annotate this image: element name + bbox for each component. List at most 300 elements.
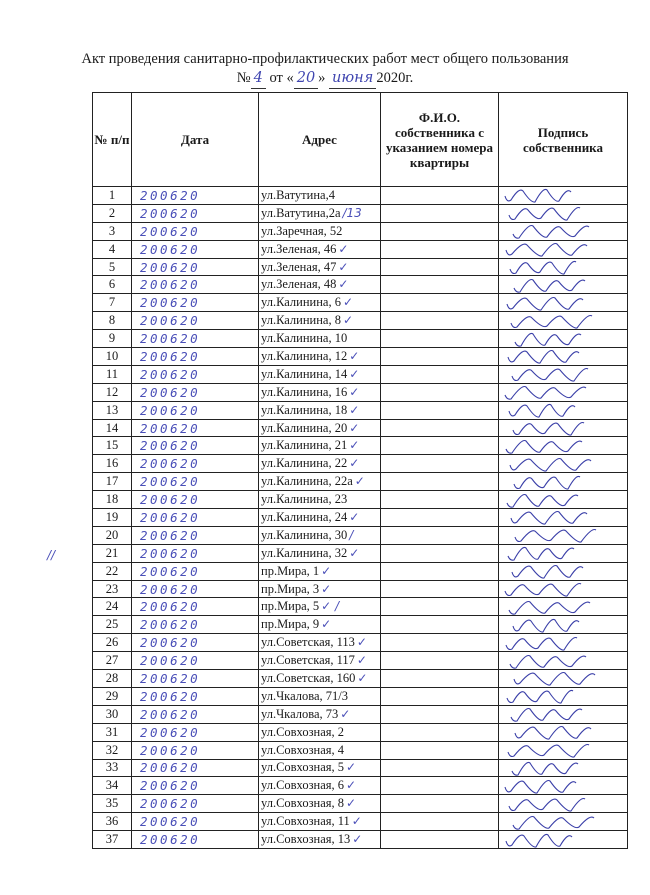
row-date: 200620 <box>132 562 259 580</box>
act-month: июня <box>329 69 376 89</box>
row-fio <box>381 401 499 419</box>
margin-handwritten-mark: // <box>47 548 56 562</box>
row-address <box>259 491 381 509</box>
row-number: 22 <box>93 562 132 580</box>
row-address <box>259 509 381 527</box>
address-text: ул.Зеленая, 46 <box>261 241 337 256</box>
row-address <box>259 294 381 312</box>
signature-scribble <box>499 563 627 579</box>
row-address <box>259 580 381 598</box>
row-number: 6 <box>93 276 132 294</box>
row-address <box>259 616 381 634</box>
table-row <box>93 491 499 509</box>
row-signature <box>499 687 628 705</box>
row-signature <box>499 276 628 294</box>
row-number: 12 <box>93 383 132 401</box>
row-address <box>259 276 381 294</box>
row-address <box>259 759 381 777</box>
row-date: 200620 <box>132 509 259 527</box>
row-fio <box>381 258 499 276</box>
sign-row <box>499 240 628 258</box>
check-mark: ✓ <box>338 277 349 292</box>
row-address <box>259 473 381 491</box>
signature-scribble <box>499 295 627 311</box>
check-mark: ✓ <box>349 402 360 417</box>
sign-row <box>499 616 628 634</box>
title-line-2 <box>0 69 650 89</box>
check-mark: ✓ <box>349 438 360 453</box>
row-fio <box>381 204 499 222</box>
row-date: 200620 <box>132 652 259 670</box>
row-number: 29 <box>93 687 132 705</box>
check-mark: ✓ <box>349 545 360 560</box>
table-row <box>93 723 499 741</box>
row-date: 200620 <box>132 455 259 473</box>
row-number: 35 <box>93 795 132 813</box>
sign-row <box>499 437 628 455</box>
address-text: ул.Советская, 113 <box>261 635 355 650</box>
sign-row <box>499 258 628 276</box>
row-date: 200620 <box>132 383 259 401</box>
row-address <box>259 204 381 222</box>
row-signature <box>499 741 628 759</box>
signature-scribble <box>499 474 627 490</box>
table-row <box>93 365 499 383</box>
row-number: 33 <box>93 759 132 777</box>
signature-scribble <box>499 742 627 758</box>
row-number: 20 <box>93 526 132 544</box>
row-signature <box>499 419 628 437</box>
address-text: ул.Зеленая, 47 <box>261 259 337 274</box>
row-signature <box>499 491 628 509</box>
row-date: 200620 <box>132 312 259 330</box>
row-address <box>259 777 381 795</box>
check-mark: /13 <box>342 205 362 220</box>
row-signature <box>499 222 628 240</box>
row-signature <box>499 580 628 598</box>
row-fio <box>381 598 499 616</box>
table-row <box>93 276 499 294</box>
address-text: ул.Калинина, 12 <box>261 348 348 363</box>
table-row <box>93 526 499 544</box>
row-fio <box>381 652 499 670</box>
table-row <box>93 652 499 670</box>
check-mark: ✓ <box>349 420 360 435</box>
table-body <box>93 187 499 849</box>
table-row <box>93 348 499 366</box>
row-address <box>259 455 381 473</box>
signature-scribble <box>499 688 627 704</box>
row-date: 200620 <box>132 258 259 276</box>
row-date: 200620 <box>132 222 259 240</box>
row-signature <box>499 509 628 527</box>
address-text: ул.Советская, 117 <box>261 653 355 668</box>
row-number: 14 <box>93 419 132 437</box>
sign-row <box>499 777 628 795</box>
row-date: 200620 <box>132 204 259 222</box>
signature-scribble <box>499 492 627 508</box>
header-sign: Подпись собственника <box>499 93 628 187</box>
row-fio <box>381 348 499 366</box>
row-address <box>259 383 381 401</box>
row-signature <box>499 365 628 383</box>
sign-row <box>499 795 628 813</box>
sign-header-row <box>499 93 628 187</box>
row-address <box>259 670 381 688</box>
check-mark: ✓ <box>349 456 360 471</box>
row-date: 200620 <box>132 616 259 634</box>
signature-scribble <box>499 796 627 812</box>
row-date: 200620 <box>132 670 259 688</box>
address-text: ул.Калинина, 6 <box>261 295 341 310</box>
table-row <box>93 240 499 258</box>
sign-row <box>499 348 628 366</box>
row-address <box>259 348 381 366</box>
row-address <box>259 401 381 419</box>
row-number: 5 <box>93 258 132 276</box>
row-number: 28 <box>93 670 132 688</box>
row-date: 200620 <box>132 401 259 419</box>
row-signature <box>499 294 628 312</box>
title-line-1: Акт проведения санитарно-профилактических работ мест общего пользования <box>81 51 569 67</box>
address-text: ул.Калинина, 32 <box>261 545 348 560</box>
row-fio <box>381 723 499 741</box>
check-mark: ✓ <box>342 313 354 328</box>
row-date: 200620 <box>132 598 259 616</box>
table-row <box>93 222 499 240</box>
row-signature <box>499 526 628 544</box>
row-address <box>259 544 381 562</box>
address-text: ул.Калинина, 8 <box>261 313 341 328</box>
row-number: 23 <box>93 580 132 598</box>
row-fio <box>381 759 499 777</box>
row-address <box>259 598 381 616</box>
row-fio <box>381 813 499 831</box>
row-signature <box>499 473 628 491</box>
header-fio: Ф.И.О. собственника с указанием номера квартиры <box>381 93 499 187</box>
sign-row <box>499 813 628 831</box>
row-fio <box>381 222 499 240</box>
address-text: ул.Совхозная, 8 <box>261 796 345 811</box>
address-text: ул.Совхозная, 5 <box>261 760 345 775</box>
row-date: 200620 <box>132 634 259 652</box>
signature-scribble <box>499 259 627 275</box>
signature-scribble <box>499 778 627 794</box>
table-row <box>93 204 499 222</box>
row-fio <box>381 276 499 294</box>
check-mark: ✓ <box>342 295 354 310</box>
row-number: 37 <box>93 831 132 849</box>
row-number: 8 <box>93 312 132 330</box>
row-signature <box>499 813 628 831</box>
signature-scribble <box>499 635 627 651</box>
check-mark: ✓ <box>340 706 351 721</box>
table-row <box>93 330 499 348</box>
row-date: 200620 <box>132 473 259 491</box>
row-date: 200620 <box>132 491 259 509</box>
act-number: 4 <box>251 69 266 89</box>
row-signature <box>499 544 628 562</box>
row-number: 36 <box>93 813 132 831</box>
header-num: № п/п <box>93 93 132 187</box>
check-mark: ✓ <box>346 778 357 793</box>
row-address <box>259 813 381 831</box>
row-signature <box>499 723 628 741</box>
sign-row <box>499 312 628 330</box>
signature-scribble <box>499 670 627 686</box>
row-signature <box>499 401 628 419</box>
row-number: 13 <box>93 401 132 419</box>
sign-row <box>499 831 628 849</box>
table-row <box>93 258 499 276</box>
row-signature <box>499 312 628 330</box>
sign-row <box>499 401 628 419</box>
signature-scribble <box>499 599 627 615</box>
signature-scribble <box>499 581 627 597</box>
signature-scribble <box>499 348 627 364</box>
row-address <box>259 652 381 670</box>
signature-scribble <box>499 277 627 293</box>
signature-scribble <box>499 653 627 669</box>
row-signature <box>499 437 628 455</box>
check-mark: ✓ <box>321 581 332 596</box>
row-fio <box>381 312 499 330</box>
table-row <box>93 401 499 419</box>
signature-scribble <box>499 313 627 329</box>
address-text: ул.Ватутина,4 <box>261 187 335 202</box>
address-text: ул.Калинина, 22 <box>261 456 348 471</box>
address-text: ул.Совхозная, 2 <box>261 724 345 739</box>
row-signature <box>499 562 628 580</box>
address-text: ул.Калинина, 24 <box>261 509 348 524</box>
row-address <box>259 741 381 759</box>
sign-row <box>499 383 628 401</box>
sign-row <box>499 705 628 723</box>
row-number: 4 <box>93 240 132 258</box>
signature-scribble <box>499 724 627 740</box>
row-signature <box>499 330 628 348</box>
row-signature <box>499 455 628 473</box>
signature-scribble <box>499 760 627 776</box>
row-signature <box>499 204 628 222</box>
signature-scribble <box>499 438 627 454</box>
check-mark: ✓ <box>346 796 357 811</box>
row-number: 26 <box>93 634 132 652</box>
address-text: ул.Советская, 160 <box>261 670 356 685</box>
act-date-from: от « <box>269 70 294 86</box>
table-row <box>93 294 499 312</box>
table-row <box>93 473 499 491</box>
row-date: 200620 <box>132 705 259 723</box>
row-number: 15 <box>93 437 132 455</box>
row-fio <box>381 831 499 849</box>
address-text: ул.Калинина, 21 <box>261 438 348 453</box>
check-mark: ✓ <box>351 814 362 829</box>
sign-row <box>499 526 628 544</box>
sign-row <box>499 419 628 437</box>
row-address <box>259 222 381 240</box>
check-mark: ✓ <box>321 617 332 632</box>
table-row <box>93 634 499 652</box>
signature-scribble <box>499 331 627 347</box>
row-date: 200620 <box>132 795 259 813</box>
address-text: ул.Калинина, 22а <box>261 474 353 489</box>
row-date: 200620 <box>132 348 259 366</box>
signature-scribble <box>499 241 627 257</box>
sign-row <box>499 294 628 312</box>
row-fio <box>381 741 499 759</box>
address-text: ул.Калинина, 16 <box>261 384 348 399</box>
check-mark: ✓ <box>346 760 357 775</box>
check-mark: ✓ <box>349 348 360 363</box>
address-text: ул.Ватутина,2а <box>261 205 341 220</box>
check-mark: ✓ <box>338 241 349 256</box>
sign-row <box>499 455 628 473</box>
row-fio <box>381 616 499 634</box>
row-signature <box>499 187 628 205</box>
address-text: пр.Мира, 9 <box>261 617 320 632</box>
row-signature <box>499 670 628 688</box>
address-text: пр.Мира, 3 <box>261 581 320 596</box>
row-number: 21 <box>93 544 132 562</box>
check-mark: ✓ <box>352 832 363 846</box>
sign-row <box>499 687 628 705</box>
row-date: 200620 <box>132 294 259 312</box>
row-address <box>259 831 381 849</box>
row-fio <box>381 473 499 491</box>
sign-row <box>499 670 628 688</box>
act-day: 20 <box>294 69 318 89</box>
row-signature <box>499 348 628 366</box>
signature-scribble <box>499 187 627 203</box>
row-date: 200620 <box>132 544 259 562</box>
sign-column-table <box>498 92 628 849</box>
address-text: ул.Калинина, 30 <box>261 527 348 542</box>
signature-scribble <box>499 223 627 239</box>
row-signature <box>499 240 628 258</box>
check-mark: ✓ / <box>321 599 340 614</box>
sign-row <box>499 187 628 205</box>
row-date: 200620 <box>132 580 259 598</box>
row-number: 17 <box>93 473 132 491</box>
row-date: 200620 <box>132 187 259 205</box>
row-number: 34 <box>93 777 132 795</box>
row-date: 200620 <box>132 419 259 437</box>
check-mark: ✓ <box>354 474 365 489</box>
row-date: 200620 <box>132 759 259 777</box>
table-row <box>93 187 499 205</box>
check-mark: ✓ <box>338 259 349 274</box>
row-signature <box>499 258 628 276</box>
sign-row <box>499 759 628 777</box>
row-date: 200620 <box>132 365 259 383</box>
sign-row <box>499 652 628 670</box>
row-address <box>259 562 381 580</box>
table-row <box>93 598 499 616</box>
row-date: 200620 <box>132 240 259 258</box>
signature-scribble <box>499 402 627 418</box>
sign-row <box>499 580 628 598</box>
sign-row <box>499 473 628 491</box>
sign-row <box>499 330 628 348</box>
row-date: 200620 <box>132 813 259 831</box>
check-mark: ✓ <box>349 366 360 381</box>
table-row <box>93 741 499 759</box>
row-fio <box>381 330 499 348</box>
row-fio <box>381 634 499 652</box>
table-header-row <box>93 93 499 187</box>
act-number-prefix: № <box>236 70 251 86</box>
row-fio <box>381 687 499 705</box>
row-address <box>259 365 381 383</box>
check-mark: ✓ <box>349 509 360 524</box>
row-signature <box>499 616 628 634</box>
row-address <box>259 187 381 205</box>
row-signature <box>499 795 628 813</box>
check-mark: ✓ <box>356 635 367 650</box>
row-signature <box>499 652 628 670</box>
row-fio <box>381 526 499 544</box>
sign-column-body <box>499 187 628 849</box>
row-date: 200620 <box>132 276 259 294</box>
act-date-mid: » <box>318 70 326 86</box>
signature-scribble <box>499 384 627 400</box>
row-number: 31 <box>93 723 132 741</box>
signature-scribble <box>499 509 627 525</box>
address-text: ул.Зеленая, 48 <box>261 277 337 292</box>
row-signature <box>499 759 628 777</box>
sign-row <box>499 509 628 527</box>
table-row <box>93 509 499 527</box>
row-address <box>259 526 381 544</box>
row-address <box>259 437 381 455</box>
signature-scribble <box>499 366 627 382</box>
table-row <box>93 544 499 562</box>
sign-row <box>499 723 628 741</box>
address-text: ул.Заречная, 52 <box>261 223 343 238</box>
row-fio <box>381 187 499 205</box>
row-fio <box>381 705 499 723</box>
table-row <box>93 795 499 813</box>
sign-row <box>499 491 628 509</box>
table-row <box>93 562 499 580</box>
row-fio <box>381 580 499 598</box>
sign-row <box>499 562 628 580</box>
table-row <box>93 455 499 473</box>
row-fio <box>381 670 499 688</box>
row-signature <box>499 777 628 795</box>
table-row <box>93 383 499 401</box>
row-address <box>259 723 381 741</box>
row-fio <box>381 294 499 312</box>
check-mark: ✓ <box>357 670 368 685</box>
row-address <box>259 795 381 813</box>
row-number: 18 <box>93 491 132 509</box>
table-row <box>93 705 499 723</box>
row-number: 32 <box>93 741 132 759</box>
table-row <box>93 813 499 831</box>
check-mark: ✓ <box>349 384 360 399</box>
address-text: ул.Совхозная, 4 <box>261 742 345 757</box>
sign-row <box>499 204 628 222</box>
table-row <box>93 437 499 455</box>
row-address <box>259 330 381 348</box>
row-number: 11 <box>93 365 132 383</box>
row-fio <box>381 562 499 580</box>
row-number: 19 <box>93 509 132 527</box>
act-year: 2020г. <box>376 70 414 86</box>
row-number: 1 <box>93 187 132 205</box>
